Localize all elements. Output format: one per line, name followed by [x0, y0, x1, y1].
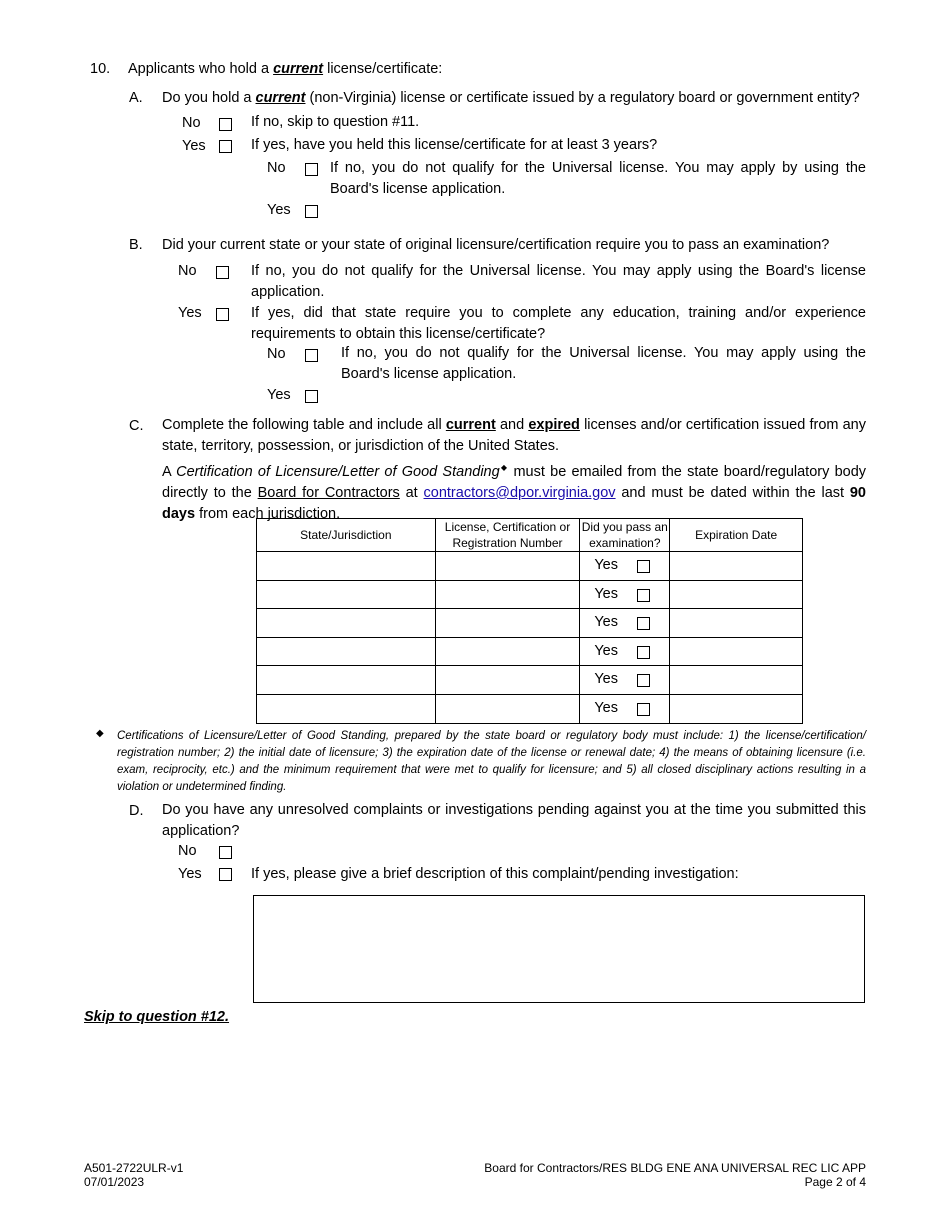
exam-yes-checkbox[interactable] [637, 560, 650, 573]
page-number: Page 2 of 4 [804, 1175, 866, 1189]
part-d-no-checkbox[interactable] [219, 846, 232, 859]
part-a-sub-yes-checkbox[interactable] [305, 205, 318, 218]
part-b-yes-text: If yes, did that state require you to complete any education, training and/or experience requirements to obtain this license/certificate? [251, 305, 866, 342]
state-cell[interactable] [257, 694, 436, 723]
part-a-sub-no-label: No [267, 160, 286, 176]
part-b-letter: B. [129, 237, 143, 253]
footnote-bullet-icon: ◆ [96, 728, 104, 739]
table-row [257, 552, 803, 581]
exam-yes-checkbox[interactable] [637, 646, 650, 659]
header-expiration: Expiration Date [670, 519, 803, 552]
part-b-sub-no-text: If no, you do not qualify for the Universal license. You may apply using the Board's license application. [341, 345, 866, 382]
table-row [257, 637, 803, 666]
part-a-no-checkbox[interactable] [219, 118, 232, 131]
question-10-intro: Applicants who hold a current license/certificate: [128, 61, 443, 77]
exam-cell: Yes [580, 694, 670, 723]
expiration-cell[interactable] [670, 552, 803, 581]
license-number-cell[interactable] [435, 552, 580, 581]
table-row [257, 609, 803, 638]
exam-yes-checkbox[interactable] [637, 617, 650, 630]
part-b-sub-yes-label: Yes [267, 387, 291, 403]
part-a-question: Do you hold a current (non-Virginia) license or certificate issued by a regulatory board or government entity? [162, 90, 860, 106]
header-license-number: License, Certification or Registration Number [435, 519, 580, 552]
state-cell[interactable] [257, 666, 436, 695]
part-d-no-label: No [178, 843, 197, 859]
form-id: A501-2722ULR-v1 [84, 1161, 184, 1175]
form-date: 07/01/2023 [84, 1175, 145, 1189]
license-number-cell[interactable] [435, 666, 580, 695]
part-a-yes-label: Yes [182, 138, 206, 154]
exam-cell: Yes [580, 666, 670, 695]
complaint-description-box[interactable] [253, 895, 865, 1003]
part-b-question: Did your current state or your state of original licensure/certification require you to pass an examination? [162, 237, 830, 253]
table-row [257, 666, 803, 695]
expiration-cell[interactable] [670, 580, 803, 609]
part-d-letter: D. [129, 803, 144, 819]
exam-yes-checkbox[interactable] [637, 674, 650, 687]
part-b-yes-label: Yes [178, 305, 202, 321]
part-a-no-label: No [182, 115, 201, 131]
state-cell[interactable] [257, 552, 436, 581]
part-b-sub-no-checkbox[interactable] [305, 349, 318, 362]
exam-yes-checkbox[interactable] [637, 589, 650, 602]
expiration-cell[interactable] [670, 666, 803, 695]
part-a-no-text: If no, skip to question #11. [251, 114, 420, 130]
part-a-sub-no-text: If no, you do not qualify for the Universal license. You may apply by using the Board's license application. [330, 160, 866, 197]
question-number: 10. [90, 61, 111, 77]
licenses-table [256, 518, 803, 724]
part-a-yes-text: If yes, have you held this license/certificate for at least 3 years? [251, 137, 658, 153]
part-b-no-text: If no, you do not qualify for the Universal license. You may apply using the Board's license application. [251, 263, 866, 300]
part-a-sub-no-checkbox[interactable] [305, 163, 318, 176]
part-b-sub-yes-checkbox[interactable] [305, 390, 318, 403]
state-cell[interactable] [257, 637, 436, 666]
exam-cell: Yes [580, 552, 670, 581]
exam-cell: Yes [580, 580, 670, 609]
license-number-cell[interactable] [435, 580, 580, 609]
part-c-instructions: Complete the following table and include all current and expired licenses and/or certification issued from any state, territory, possession, or jurisdiction of the United States. [162, 417, 866, 454]
footer-right [484, 1161, 866, 1189]
exam-cell: Yes [580, 637, 670, 666]
table-row [257, 694, 803, 723]
footnote-text: Certifications of Licensure/Letter of Good Standing, prepared by the state board or regulatory body must include: 1) the license/certification/ registration number; 2) the initial date of licensure; 3) the expiration date of the license or renewal date; 4) the means of obtaining licensure (i.e. exam, reciprocity, etc.) and the minimum requirement that were met to qualify for licensure; and 5) all closed disciplinary actions resulting in a violation or undetermined finding. [117, 730, 866, 793]
license-number-cell[interactable] [435, 694, 580, 723]
part-b-no-label: No [178, 263, 197, 279]
part-d-yes-text: If yes, please give a brief description of this complaint/pending investigation: [251, 866, 739, 882]
header-state: State/Jurisdiction [257, 519, 436, 552]
part-d-yes-checkbox[interactable] [219, 868, 232, 881]
license-number-cell[interactable] [435, 609, 580, 638]
form-title: Board for Contractors/RES BLDG ENE ANA UNIVERSAL REC LIC APP [484, 1161, 866, 1175]
table-row [257, 580, 803, 609]
part-c-certification-note: A Certification of Licensure/Letter of Good Standing◆ must be emailed from the state board/regulatory body directly to the Board for Contractors at contractors@dpor.virginia.gov and must be dated within the last 90 days from each jurisdiction. [162, 463, 867, 522]
state-cell[interactable] [257, 580, 436, 609]
part-b-yes-checkbox[interactable] [216, 308, 229, 321]
part-a-letter: A. [129, 90, 143, 106]
skip-instruction: Skip to question #12. [84, 1009, 230, 1025]
part-a-yes-checkbox[interactable] [219, 140, 232, 153]
email-link[interactable]: contractors@dpor.virginia.gov [423, 484, 616, 501]
state-cell[interactable] [257, 609, 436, 638]
part-b-sub-no-label: No [267, 346, 286, 362]
part-d-yes-label: Yes [178, 866, 202, 882]
expiration-cell[interactable] [670, 694, 803, 723]
license-number-cell[interactable] [435, 637, 580, 666]
exam-yes-checkbox[interactable] [637, 703, 650, 716]
footer-left [84, 1161, 183, 1189]
exam-cell: Yes [580, 609, 670, 638]
header-examination: Did you pass an examination? [581, 520, 668, 550]
expiration-cell[interactable] [670, 609, 803, 638]
expiration-cell[interactable] [670, 637, 803, 666]
part-b-no-checkbox[interactable] [216, 266, 229, 279]
part-c-letter: C. [129, 418, 144, 434]
part-d-question: Do you have any unresolved complaints or investigations pending against you at the time you submitted this application? [162, 802, 866, 839]
part-a-sub-yes-label: Yes [267, 202, 291, 218]
table-header-row [257, 519, 803, 552]
